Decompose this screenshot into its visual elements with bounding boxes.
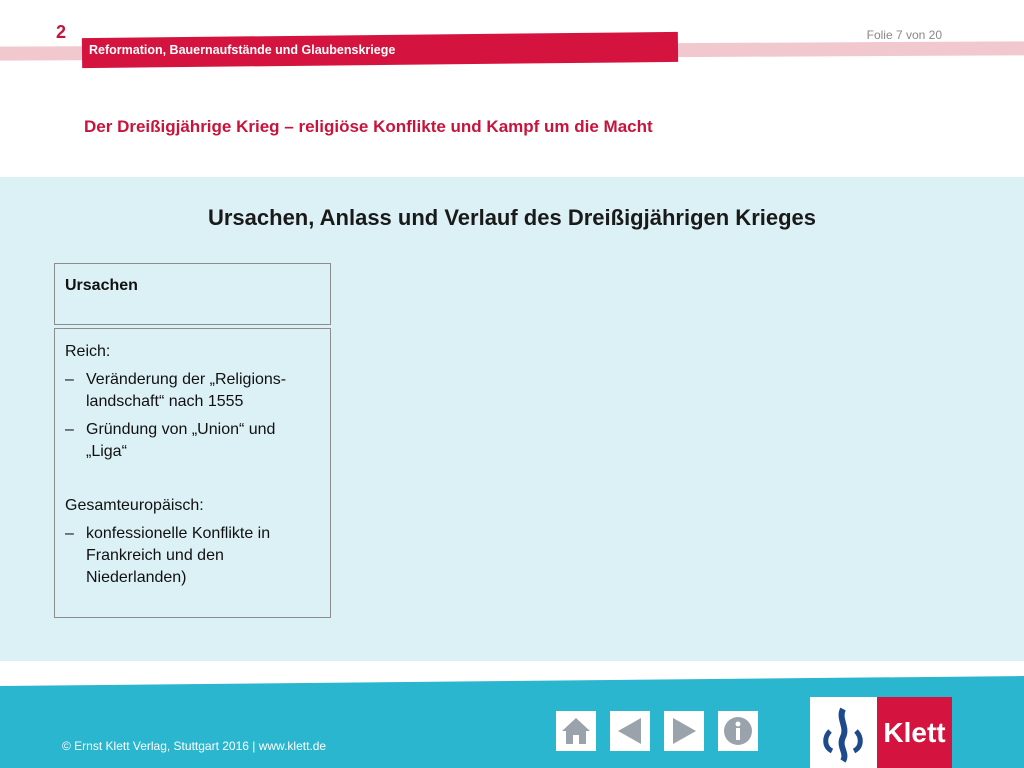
- dash-bullet: –: [65, 525, 74, 542]
- chapter-number: 2: [56, 22, 67, 42]
- list-item-text: Gründung von „Union“ und „Liga“: [86, 421, 276, 460]
- previous-arrow-icon: [613, 714, 647, 748]
- causes-header-box: [54, 263, 331, 325]
- list-item: [65, 523, 317, 589]
- dash-bullet: –: [65, 421, 74, 438]
- home-button[interactable]: [556, 711, 596, 751]
- klett-emblem-icon: [810, 697, 877, 768]
- slide-heading: Ursachen, Anlass und Verlauf des Dreißigjährigen Krieges: [207, 205, 817, 230]
- chapter-banner-title: Reformation, Bauernaufstände und Glaubenskriege: [89, 43, 396, 57]
- list-item-text: Veränderung der „Religions-landschaft“ nach 1555: [86, 371, 287, 410]
- list-item: [65, 419, 317, 463]
- causes-header-label: Ursachen: [65, 277, 138, 294]
- home-icon: [559, 714, 593, 748]
- causes-content-box: [54, 328, 331, 618]
- previous-button[interactable]: [610, 711, 650, 751]
- group-label-europe: Gesamteuropäisch:: [65, 497, 204, 514]
- group-label-reich: Reich:: [65, 343, 111, 360]
- slide-counter: Folie 7 von 20: [866, 28, 942, 42]
- slide-subtitle: Der Dreißigjährige Krieg – religiöse Konflikte und Kampf um die Macht: [84, 117, 653, 136]
- klett-wordmark: Klett: [877, 697, 952, 768]
- info-icon: [721, 714, 755, 748]
- causes-content: [65, 341, 317, 595]
- dash-bullet: –: [65, 371, 74, 388]
- next-arrow-icon: [667, 714, 701, 748]
- list-item-text: konfessionelle Konflikte in Frankreich und den Niederlanden): [86, 525, 271, 586]
- info-button[interactable]: [718, 711, 758, 751]
- next-button[interactable]: [664, 711, 704, 751]
- list-item: [65, 369, 317, 413]
- copyright-text: © Ernst Klett Verlag, Stuttgart 2016 | www.klett.de: [62, 739, 327, 753]
